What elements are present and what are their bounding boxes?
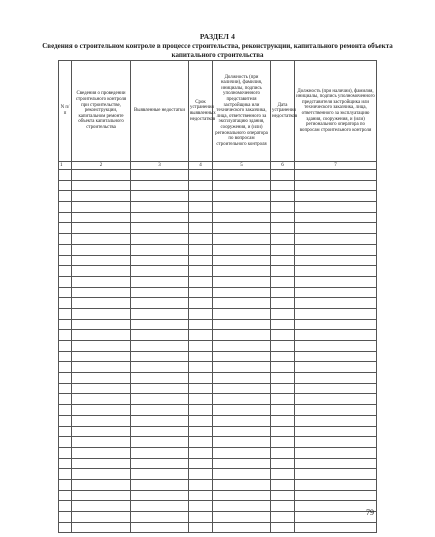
table-cell xyxy=(271,276,295,287)
table-row xyxy=(59,276,377,287)
table-cell xyxy=(189,212,213,223)
table-cell xyxy=(131,341,189,352)
table-cell xyxy=(213,351,271,362)
table-row xyxy=(59,266,377,277)
table-cell xyxy=(59,170,72,181)
table-cell xyxy=(131,479,189,490)
table-cell xyxy=(295,341,377,352)
table-cell xyxy=(72,298,131,309)
table-cell xyxy=(295,244,377,255)
table-cell xyxy=(72,437,131,448)
table-cell xyxy=(189,490,213,501)
table-cell xyxy=(72,394,131,405)
table-cell xyxy=(131,191,189,202)
table-cell xyxy=(131,319,189,330)
table-row xyxy=(59,180,377,191)
table-cell xyxy=(271,362,295,373)
table-row xyxy=(59,394,377,405)
table-row xyxy=(59,202,377,213)
table-cell xyxy=(189,308,213,319)
table-cell xyxy=(189,437,213,448)
table-cell xyxy=(131,234,189,245)
table-cell xyxy=(131,223,189,234)
table-cell xyxy=(131,405,189,416)
table-cell xyxy=(213,426,271,437)
header-col-4: Срок устранения выявленных недостатков xyxy=(189,61,213,162)
table-cell xyxy=(295,437,377,448)
table-row xyxy=(59,255,377,266)
table-body xyxy=(59,162,377,533)
table-cell xyxy=(213,383,271,394)
table-cell xyxy=(131,447,189,458)
table-cell xyxy=(72,469,131,480)
table-cell xyxy=(72,351,131,362)
table-cell xyxy=(213,512,271,523)
table-cell xyxy=(59,319,72,330)
table-cell xyxy=(189,244,213,255)
table-cell xyxy=(271,180,295,191)
table-cell xyxy=(271,373,295,384)
table-row xyxy=(59,298,377,309)
table-cell xyxy=(189,479,213,490)
table-cell xyxy=(72,512,131,523)
table-cell xyxy=(59,458,72,469)
table-row xyxy=(59,191,377,202)
table-cell xyxy=(295,191,377,202)
header-col-1: N п/п xyxy=(59,61,72,162)
table-cell xyxy=(271,287,295,298)
table-cell xyxy=(295,255,377,266)
table-cell xyxy=(131,287,189,298)
table-cell xyxy=(72,319,131,330)
table-cell xyxy=(295,512,377,523)
table-cell xyxy=(213,180,271,191)
table-cell xyxy=(189,266,213,277)
table-cell xyxy=(213,437,271,448)
table-cell xyxy=(271,351,295,362)
table-cell xyxy=(189,383,213,394)
table-cell xyxy=(271,437,295,448)
table-cell xyxy=(189,351,213,362)
table-cell xyxy=(131,458,189,469)
table-row xyxy=(59,469,377,480)
column-number-5: 5 xyxy=(213,162,271,170)
header-row xyxy=(59,61,377,162)
table-cell xyxy=(131,202,189,213)
table-cell xyxy=(271,501,295,512)
table-cell xyxy=(59,447,72,458)
table-cell xyxy=(59,180,72,191)
table-cell xyxy=(213,298,271,309)
table-cell xyxy=(271,298,295,309)
table-cell xyxy=(271,202,295,213)
table-cell xyxy=(271,244,295,255)
table-row xyxy=(59,308,377,319)
table-cell xyxy=(131,308,189,319)
table-cell xyxy=(72,373,131,384)
table-cell xyxy=(59,191,72,202)
table-cell xyxy=(72,223,131,234)
table-cell xyxy=(72,170,131,181)
table-cell xyxy=(295,479,377,490)
table-cell xyxy=(72,202,131,213)
table-cell xyxy=(213,447,271,458)
table-cell xyxy=(189,170,213,181)
table-cell xyxy=(271,490,295,501)
table-cell xyxy=(189,202,213,213)
table-cell xyxy=(131,180,189,191)
table-row xyxy=(59,341,377,352)
table-cell xyxy=(295,330,377,341)
table-cell xyxy=(72,276,131,287)
table-cell xyxy=(213,223,271,234)
table-cell xyxy=(72,426,131,437)
table-cell xyxy=(131,373,189,384)
table-cell xyxy=(59,501,72,512)
table-cell xyxy=(213,479,271,490)
table-cell xyxy=(189,298,213,309)
table-cell xyxy=(59,330,72,341)
table-cell xyxy=(131,212,189,223)
table-cell xyxy=(213,212,271,223)
table-cell xyxy=(213,341,271,352)
table-row xyxy=(59,373,377,384)
table-cell xyxy=(189,180,213,191)
table-cell xyxy=(59,202,72,213)
table-heading: Сведения о строительном контроле в процессе строительства, реконструкции, капитального ремонта объекта капитального строительства xyxy=(42,42,393,59)
table-row xyxy=(59,490,377,501)
table-cell xyxy=(295,447,377,458)
table-cell xyxy=(271,394,295,405)
table-cell xyxy=(131,351,189,362)
table-cell xyxy=(59,234,72,245)
table-cell xyxy=(213,276,271,287)
table-cell xyxy=(271,469,295,480)
table-cell xyxy=(131,415,189,426)
table-cell xyxy=(213,458,271,469)
table-cell xyxy=(271,415,295,426)
table-cell xyxy=(271,234,295,245)
table-row xyxy=(59,244,377,255)
table-cell xyxy=(59,212,72,223)
table-cell xyxy=(72,191,131,202)
table-cell xyxy=(59,405,72,416)
table-row xyxy=(59,512,377,523)
table-cell xyxy=(295,319,377,330)
table-cell xyxy=(213,415,271,426)
table-cell xyxy=(271,308,295,319)
header-col-3: Выявленные недостатки xyxy=(131,61,189,162)
table-row xyxy=(59,351,377,362)
table-cell xyxy=(59,394,72,405)
table-cell xyxy=(295,383,377,394)
table-cell xyxy=(271,479,295,490)
table-cell xyxy=(131,255,189,266)
table-cell xyxy=(59,362,72,373)
table-cell xyxy=(189,276,213,287)
table-cell xyxy=(271,341,295,352)
table-cell xyxy=(59,308,72,319)
table-cell xyxy=(59,426,72,437)
table-cell xyxy=(271,212,295,223)
table-cell xyxy=(189,234,213,245)
header-col-2: Сведения о проведении строительного контроля при строительстве, реконструкции, капитальном ремонте объекта капитального строительства xyxy=(72,61,131,162)
table-row xyxy=(59,170,377,181)
table-cell xyxy=(295,373,377,384)
table-cell xyxy=(295,276,377,287)
table-row xyxy=(59,330,377,341)
table-cell xyxy=(295,522,377,533)
table-cell xyxy=(271,383,295,394)
table-cell xyxy=(295,351,377,362)
table-cell xyxy=(295,362,377,373)
table-cell xyxy=(295,212,377,223)
table-cell xyxy=(189,223,213,234)
table-cell xyxy=(271,223,295,234)
table-cell xyxy=(213,319,271,330)
table-row xyxy=(59,479,377,490)
table-cell xyxy=(295,426,377,437)
table-cell xyxy=(72,255,131,266)
table-row xyxy=(59,405,377,416)
table-cell xyxy=(59,266,72,277)
table-cell xyxy=(295,266,377,277)
table-cell xyxy=(59,512,72,523)
table-cell xyxy=(213,202,271,213)
table-cell xyxy=(131,426,189,437)
table-cell xyxy=(213,191,271,202)
section-title: РАЗДЕЛ 4 xyxy=(199,32,236,41)
table-cell xyxy=(72,415,131,426)
table-cell xyxy=(189,287,213,298)
table-cell xyxy=(131,512,189,523)
table-cell xyxy=(295,469,377,480)
table-cell xyxy=(131,244,189,255)
table-row xyxy=(59,362,377,373)
table-cell xyxy=(59,522,72,533)
header-col-6: Дата устранения недостатков xyxy=(271,61,295,162)
table-cell xyxy=(189,394,213,405)
table-cell xyxy=(131,276,189,287)
table-cell xyxy=(59,383,72,394)
column-number-1: 1 xyxy=(59,162,72,170)
construction-control-table xyxy=(58,60,377,533)
table-cell xyxy=(271,405,295,416)
table-cell xyxy=(72,180,131,191)
table-row xyxy=(59,287,377,298)
table-cell xyxy=(295,202,377,213)
table-cell xyxy=(295,501,377,512)
table-cell xyxy=(271,170,295,181)
table-cell xyxy=(59,223,72,234)
table-cell xyxy=(72,330,131,341)
table-cell xyxy=(295,458,377,469)
table-row xyxy=(59,212,377,223)
table-cell xyxy=(72,383,131,394)
table-cell xyxy=(295,180,377,191)
table-row xyxy=(59,234,377,245)
table-cell xyxy=(72,212,131,223)
page-number: 79 xyxy=(366,508,374,517)
table-cell xyxy=(189,330,213,341)
table-cell xyxy=(59,351,72,362)
table-row xyxy=(59,383,377,394)
table-cell xyxy=(213,362,271,373)
table-cell xyxy=(189,501,213,512)
table-cell xyxy=(72,287,131,298)
table-cell xyxy=(213,394,271,405)
table-cell xyxy=(271,191,295,202)
table-cell xyxy=(59,469,72,480)
table-cell xyxy=(59,341,72,352)
table-cell xyxy=(271,330,295,341)
table-cell xyxy=(213,170,271,181)
column-number-3: 3 xyxy=(131,162,189,170)
table-cell xyxy=(59,276,72,287)
table-cell xyxy=(271,266,295,277)
table-cell xyxy=(72,308,131,319)
table-cell xyxy=(72,522,131,533)
column-number-7: 7 xyxy=(295,162,377,170)
table-cell xyxy=(189,362,213,373)
table-cell xyxy=(213,469,271,480)
table-cell xyxy=(189,341,213,352)
table-cell xyxy=(72,341,131,352)
table-row xyxy=(59,522,377,533)
table-cell xyxy=(59,287,72,298)
table-cell xyxy=(271,255,295,266)
table-row xyxy=(59,223,377,234)
table-cell xyxy=(59,415,72,426)
table-cell xyxy=(131,394,189,405)
table-cell xyxy=(131,522,189,533)
header-col-5: Должность (при наличии), фамилия, инициалы, подпись уполномоченного представителя застройщика или технического заказчика, лица, ответственного за эксплуатацию здания, сооружения, и (или) регионального оператора по вопросам строительного контроля xyxy=(213,61,271,162)
table-cell xyxy=(131,298,189,309)
table-cell xyxy=(213,266,271,277)
table-cell xyxy=(295,234,377,245)
column-number-row xyxy=(59,162,377,170)
table-cell xyxy=(72,362,131,373)
table-cell xyxy=(295,287,377,298)
table-cell xyxy=(131,501,189,512)
table-cell xyxy=(189,255,213,266)
table-row xyxy=(59,501,377,512)
column-number-2: 2 xyxy=(72,162,131,170)
table-cell xyxy=(131,383,189,394)
table-cell xyxy=(213,490,271,501)
table-cell xyxy=(295,394,377,405)
table-cell xyxy=(189,426,213,437)
table-cell xyxy=(271,319,295,330)
table-cell xyxy=(131,170,189,181)
table-cell xyxy=(213,287,271,298)
table-cell xyxy=(213,234,271,245)
table-cell xyxy=(189,469,213,480)
table-row xyxy=(59,426,377,437)
table-row xyxy=(59,437,377,448)
table-cell xyxy=(59,490,72,501)
table-row xyxy=(59,415,377,426)
header-col-7: Должность (при наличии), фамилия, инициалы, подпись уполномоченного представителя застройщика или технического заказчика, лица, ответственного за эксплуатацию здания, сооружения, и (или) регионального оператора по вопросам строительного контроля xyxy=(295,61,377,162)
table-cell xyxy=(295,405,377,416)
table-cell xyxy=(131,490,189,501)
column-number-6: 6 xyxy=(271,162,295,170)
table-cell xyxy=(59,373,72,384)
table-cell xyxy=(213,255,271,266)
table-cell xyxy=(189,373,213,384)
table-cell xyxy=(295,298,377,309)
table-cell xyxy=(189,447,213,458)
table-cell xyxy=(59,255,72,266)
table-cell xyxy=(213,244,271,255)
table-cell xyxy=(72,447,131,458)
table-row xyxy=(59,458,377,469)
table-cell xyxy=(189,415,213,426)
table-cell xyxy=(59,244,72,255)
table-cell xyxy=(213,308,271,319)
table-cell xyxy=(72,479,131,490)
table-cell xyxy=(59,298,72,309)
table-cell xyxy=(189,458,213,469)
table-cell xyxy=(295,490,377,501)
column-number-4: 4 xyxy=(189,162,213,170)
table-cell xyxy=(213,405,271,416)
table-row xyxy=(59,319,377,330)
table-cell xyxy=(189,405,213,416)
table-cell xyxy=(295,170,377,181)
table-cell xyxy=(271,458,295,469)
table-cell xyxy=(72,405,131,416)
table-cell xyxy=(189,319,213,330)
table-cell xyxy=(72,490,131,501)
table-cell xyxy=(213,501,271,512)
table-cell xyxy=(72,234,131,245)
table-cell xyxy=(72,458,131,469)
table-row xyxy=(59,447,377,458)
table-cell xyxy=(59,479,72,490)
table-cell xyxy=(72,244,131,255)
table-cell xyxy=(213,522,271,533)
table-cell xyxy=(271,426,295,437)
table-cell xyxy=(189,191,213,202)
table-cell xyxy=(59,437,72,448)
table-cell xyxy=(131,266,189,277)
table-cell xyxy=(131,437,189,448)
table-cell xyxy=(72,266,131,277)
table-cell xyxy=(213,330,271,341)
table-cell xyxy=(72,501,131,512)
table-cell xyxy=(131,330,189,341)
table-cell xyxy=(295,308,377,319)
table-cell xyxy=(271,447,295,458)
table-cell xyxy=(189,522,213,533)
table-cell xyxy=(189,512,213,523)
table-cell xyxy=(271,522,295,533)
table-cell xyxy=(295,223,377,234)
table-cell xyxy=(213,373,271,384)
table-cell xyxy=(131,362,189,373)
table-cell xyxy=(295,415,377,426)
table-cell xyxy=(131,469,189,480)
table-cell xyxy=(271,512,295,523)
